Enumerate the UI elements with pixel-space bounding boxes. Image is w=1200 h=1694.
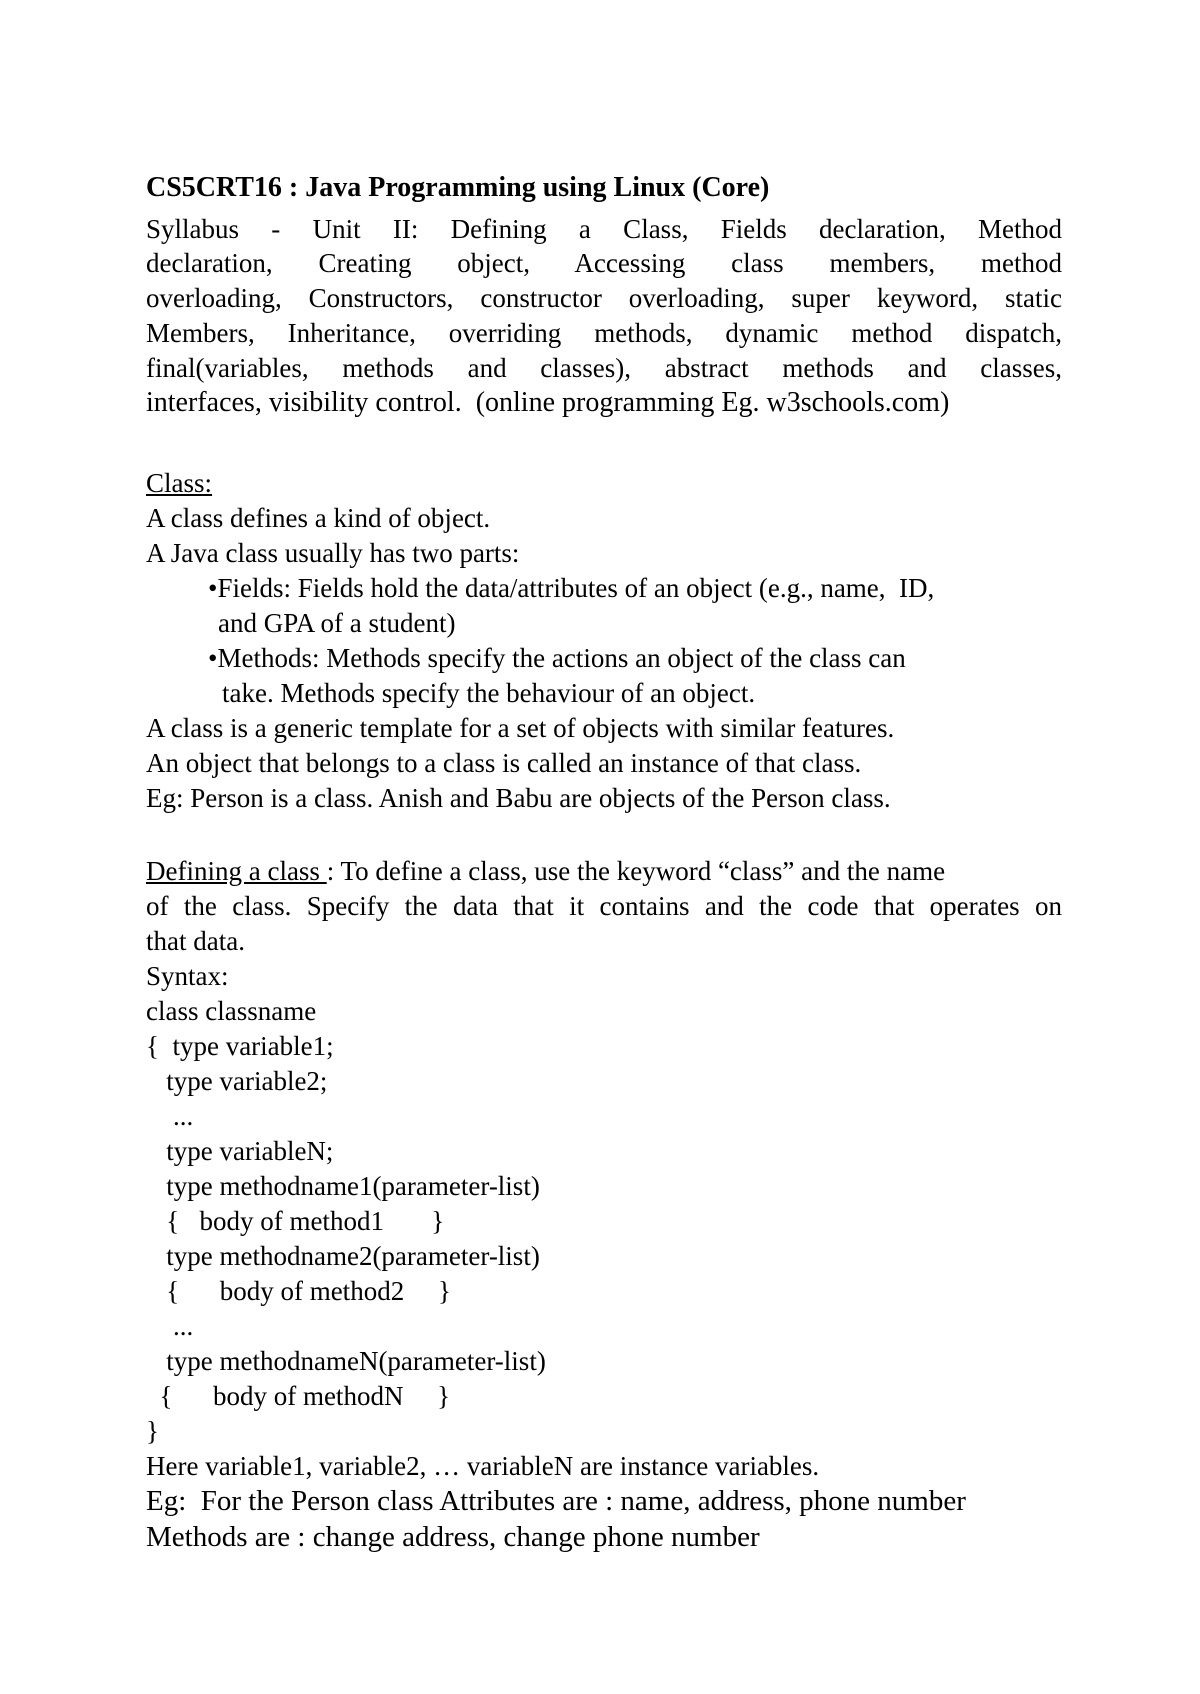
syntax-line: type methodname1(parameter-list) <box>146 1171 540 1201</box>
syntax-line: } <box>146 1416 159 1446</box>
syllabus-line: Members, Inheritance, overriding methods, dynamic method dispatch, <box>146 318 1062 348</box>
syntax-line: ... <box>146 1101 194 1131</box>
bullet-fields: •Fields: Fields hold the data/attributes of an object (e.g., name, ID, <box>208 573 935 603</box>
syntax-line: type methodnameN(parameter-list) <box>146 1346 546 1376</box>
syllabus-line: declaration, Creating object, Accessing class members, method <box>146 248 1062 278</box>
syllabus-line: Syllabus - Unit II: Defining a Class, Fields declaration, Method <box>146 214 1062 244</box>
bullet-methods: •Methods: Methods specify the actions an object of the class can <box>208 643 906 673</box>
after-line: Eg: For the Person class Attributes are : name, address, phone number <box>146 1485 966 1517</box>
syntax-line: ... <box>146 1311 194 1341</box>
defining-line: that data. <box>146 926 245 956</box>
class-line: An object that belongs to a class is called an instance of that class. <box>146 748 862 778</box>
page-title: CS5CRT16 : Java Programming using Linux (Core) <box>146 172 770 203</box>
bullet-methods-cont: take. Methods specify the behaviour of an object. <box>222 678 756 708</box>
defining-heading: Defining a class <box>146 856 327 886</box>
syntax-line: { body of method2 } <box>146 1276 451 1306</box>
syllabus-line: interfaces, visibility control. (online programming Eg. w3schools.com) <box>146 387 950 418</box>
syntax-line: { body of method1 } <box>146 1206 445 1236</box>
class-line: Eg: Person is a class. Anish and Babu are objects of the Person class. <box>146 783 891 813</box>
class-line: A class defines a kind of object. <box>146 503 491 533</box>
defining-intro-rest: : To define a class, use the keyword “class” and the name <box>326 856 946 886</box>
class-heading: Class: <box>146 468 213 498</box>
syllabus-line: overloading, Constructors, constructor overloading, super keyword, static <box>146 283 1062 313</box>
syntax-line: type variableN; <box>146 1136 334 1166</box>
bullet-fields-cont: and GPA of a student) <box>218 608 456 638</box>
class-line: A class is a generic template for a set of objects with similar features. <box>146 713 895 743</box>
after-line: Methods are : change address, change phone number <box>146 1521 760 1553</box>
syntax-line: type methodname2(parameter-list) <box>146 1241 540 1271</box>
syntax-line: type variable2; <box>146 1066 328 1096</box>
after-line: Here variable1, variable2, … variableN are instance variables. <box>146 1451 820 1481</box>
defining-line: of the class. Specify the data that it contains and the code that operates on <box>146 891 1062 921</box>
class-line: A Java class usually has two parts: <box>146 538 520 568</box>
syntax-line: { type variable1; <box>146 1031 334 1061</box>
defining-intro <box>146 855 945 887</box>
syntax-line: class classname <box>146 996 317 1026</box>
syllabus-line: final(variables, methods and classes), abstract methods and classes, <box>146 353 1062 383</box>
syntax-label: Syntax: <box>146 961 229 991</box>
syntax-line: { body of methodN } <box>146 1381 451 1411</box>
